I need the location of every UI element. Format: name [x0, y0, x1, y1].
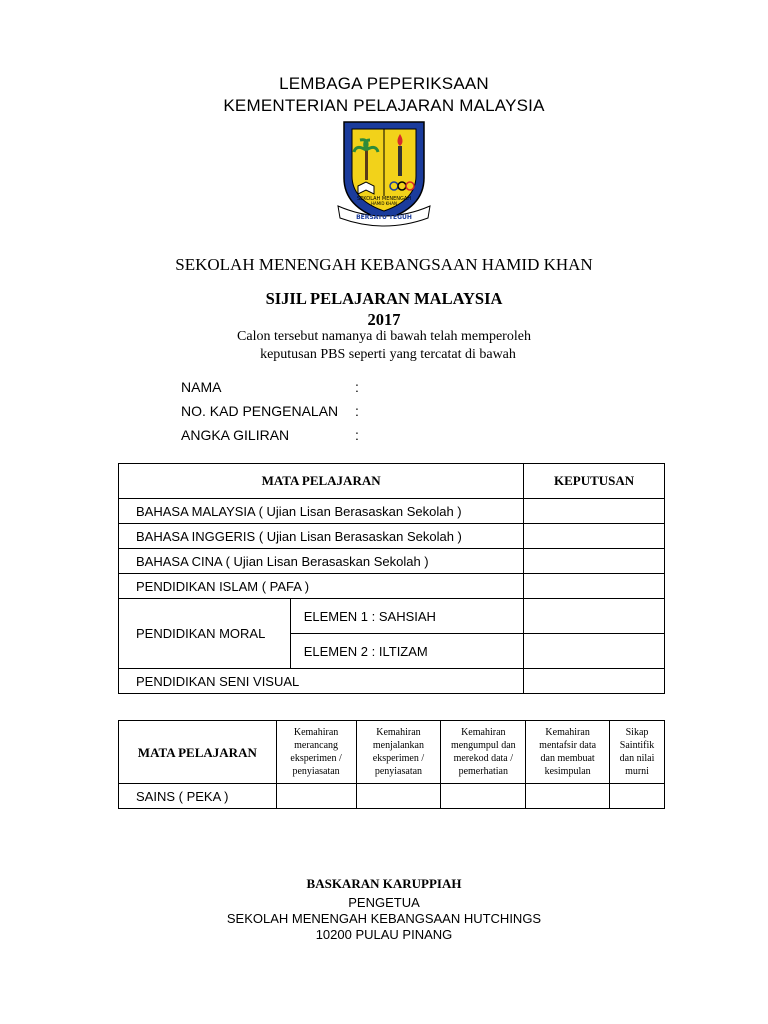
skill-line: dan nilai [619, 753, 655, 764]
header-skill-3 [441, 721, 526, 784]
crest-text-top2: HAMID KHAN [370, 201, 398, 206]
skill-line: merancang [294, 740, 339, 751]
crest-text-top: SEKOLAH MENENGAH [356, 196, 412, 202]
subject-bahasa-malaysia: BAHASA MALAYSIA ( Ujian Lisan Berasaskan Sekolah ) [119, 499, 524, 524]
moral-elemen-1: ELEMEN 1 : SAHSIAH [290, 599, 523, 634]
subject-pendidikan-islam: PENDIDIKAN ISLAM ( PAFA ) [119, 574, 524, 599]
skill-result-cell [526, 784, 610, 809]
skill-result-cell [276, 784, 356, 809]
subject-pendidikan-moral: PENDIDIKAN MORAL [119, 599, 291, 669]
subject-bahasa-cina: BAHASA CINA ( Ujian Lisan Berasaskan Sekolah ) [119, 549, 524, 574]
header-skill-2 [356, 721, 441, 784]
moral-elemen-2: ELEMEN 2 : ILTIZAM [290, 634, 523, 669]
certificate-year: 2017 [367, 310, 401, 329]
skill-line: pemerhatian [458, 766, 508, 777]
subject-seni-visual: PENDIDIKAN SENI VISUAL [119, 669, 524, 694]
result-cell [524, 669, 665, 694]
certificate-desc-1: Calon tersebut namanya di bawah telah memperoleh [237, 329, 531, 344]
result-cell [524, 524, 665, 549]
ministry-name: KEMENTERIAN PELAJARAN MALAYSIA [223, 96, 545, 115]
school-name: SEKOLAH MENENGAH KEBANGSAAN HAMID KHAN [175, 255, 593, 274]
skill-line: eksperimen / [372, 753, 425, 764]
skill-line: eksperimen / [290, 753, 342, 764]
field-colon: : [355, 379, 359, 395]
school-crest-logo [332, 116, 436, 228]
skill-line: penyiasatan [292, 766, 340, 777]
board-name: LEMBAGA PEPERIKSAAN [279, 74, 489, 93]
field-label-nama: NAMA [181, 379, 222, 395]
skill-line: dan membuat [540, 753, 595, 764]
skill-line: murni [625, 766, 649, 777]
skill-line: Kemahiran [461, 727, 506, 738]
skill-line: mengumpul dan [450, 740, 516, 751]
field-label-ic: NO. KAD PENGENALAN [181, 403, 339, 419]
skill-line: kesimpulan [544, 766, 591, 777]
skill-line: penyiasatan [374, 766, 423, 777]
skill-line: Kemahiran [545, 727, 590, 738]
header-skill-1 [276, 721, 356, 784]
result-cell [524, 634, 665, 669]
skill-line: Saintifik [619, 740, 655, 751]
header-keputusan: KEPUTUSAN [524, 464, 665, 499]
skill-line: Kemahiran [293, 727, 339, 738]
principal-title: PENGETUA [348, 895, 420, 910]
skill-result-cell [610, 784, 665, 809]
header-mata-pelajaran-2: MATA PELAJARAN [119, 721, 277, 784]
signature-school: SEKOLAH MENENGAH KEBANGSAAN HUTCHINGS [226, 911, 542, 926]
results-table [118, 463, 665, 694]
header-mata-pelajaran: MATA PELAJARAN [119, 464, 524, 499]
skill-line: Sikap [625, 727, 649, 738]
signature-address: 10200 PULAU PINANG [315, 927, 453, 942]
header-skill-4 [526, 721, 610, 784]
field-colon: : [355, 403, 359, 419]
sains-table [118, 720, 665, 809]
result-cell [524, 499, 665, 524]
skill-result-cell [356, 784, 441, 809]
skill-line: mentafsir data [539, 740, 597, 751]
field-colon: : [355, 427, 359, 443]
result-cell [524, 574, 665, 599]
certificate-title: SIJIL PELAJARAN MALAYSIA [265, 289, 503, 308]
field-label-angka-giliran: ANGKA GILIRAN [181, 427, 290, 443]
result-cell [524, 549, 665, 574]
header-skill-5 [610, 721, 665, 784]
result-cell [524, 599, 665, 634]
principal-name: BASKARAN KARUPPIAH [306, 876, 462, 891]
skill-result-cell [441, 784, 526, 809]
subject-sains-peka: SAINS ( PEKA ) [119, 784, 277, 809]
skill-line: menjalankan [372, 740, 424, 751]
subject-bahasa-inggeris: BAHASA INGGERIS ( Ujian Lisan Berasaskan Sekolah ) [119, 524, 524, 549]
skill-line: merekod data / [453, 753, 513, 764]
skill-line: Kemahiran [376, 727, 421, 738]
certificate-desc-2: keputusan PBS seperti yang tercatat di bawah [260, 347, 516, 362]
crest-motto: BERSATU TEGUH [356, 214, 412, 221]
